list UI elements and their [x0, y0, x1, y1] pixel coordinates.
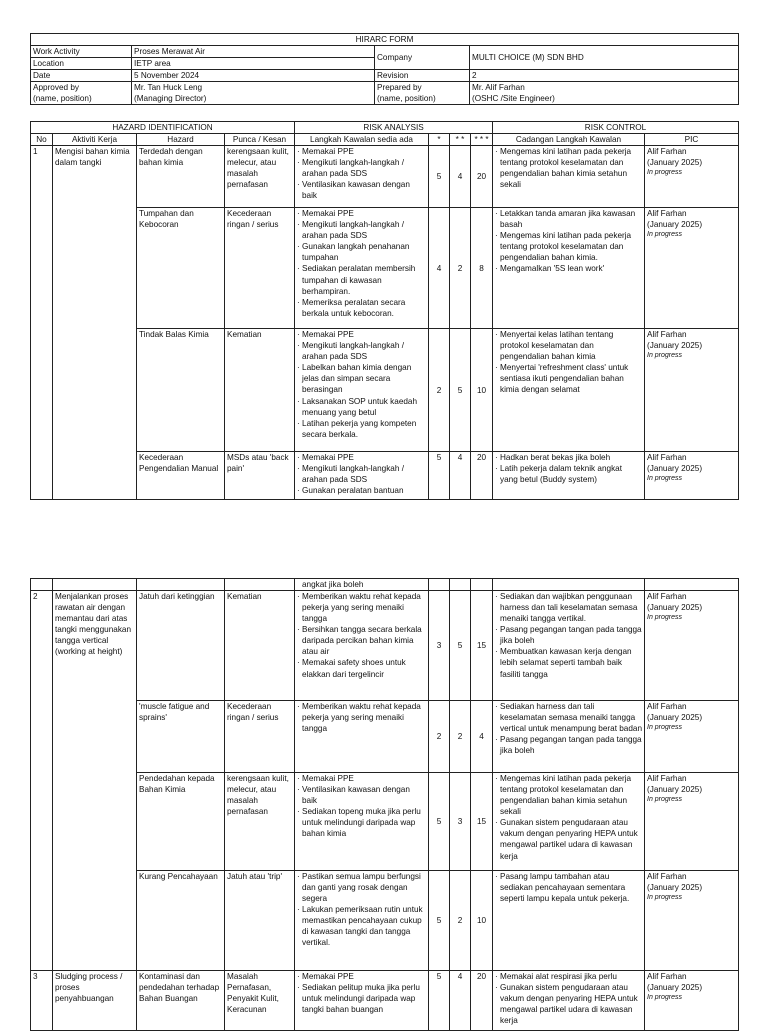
control-item: · Mengikuti langkah-langkah / arahan pada SDS [297, 340, 426, 362]
hazard-cell: Kurang Pencahayaan [137, 871, 225, 971]
severity-value: 3 [450, 773, 471, 871]
severity-value: 4 [450, 971, 471, 1031]
existing-controls-cell [295, 871, 429, 971]
risk-table-page-1 [30, 121, 739, 500]
control-item: · Mengikuti langkah-langkah / arahan pada SDS [297, 463, 426, 485]
likelihood-value: 2 [429, 701, 450, 773]
recommendation-item: · Mengemas kini latihan pada pekerja tentang protokol keselamatan dan pengendalian bahan kimia setahun sekali [495, 146, 642, 190]
recommendation-item: · Latih pekerja dalam teknik angkat yang betul (Buddy system) [495, 463, 642, 485]
pic-name: Alif Farhan [647, 209, 687, 219]
pic-status: In progress [647, 614, 683, 622]
risk-table-page-2 [30, 578, 739, 1031]
pic-status: In progress [647, 994, 683, 1002]
control-item: · Bersihkan tangga secara berkala daripada percikan bahan kimia atau air [297, 624, 426, 657]
risk-value: 20 [471, 146, 493, 208]
likelihood-value: 5 [429, 871, 450, 971]
pic-cell [645, 452, 739, 500]
control-item: · Ventilasikan kawasan dengan baik [297, 784, 426, 806]
recommendation-item: · Gunakan sistem pengudaraan atau vakum dengan penyaring HEPA untuk mengawal partikel udara di kawasan kerja [495, 982, 642, 1026]
existing-controls-cell [295, 971, 429, 1031]
table-row [31, 146, 739, 208]
hazard-cell: Pendedahan kepada Bahan Kimia [137, 773, 225, 871]
severity-value: 4 [450, 452, 471, 500]
pic-status: In progress [647, 796, 683, 804]
control-item: · Memakai PPE [297, 971, 426, 982]
revision-value: 2 [470, 70, 739, 82]
control-item: · Ventilasikan kawasan dengan baik [297, 179, 426, 201]
pic-date: (January 2025) [647, 158, 703, 168]
likelihood-value: 2 [429, 329, 450, 452]
pic-name: Alif Farhan [647, 774, 687, 784]
recommended-controls-cell [493, 146, 645, 208]
severity-value: 2 [450, 208, 471, 329]
control-item: · Memeriksa peralatan secara berkala untuk kebocoran. [297, 297, 426, 319]
recommendation-item: · Pasang pegangan tangan pada tangga jika boleh [495, 624, 642, 646]
col-punca: Punca / Kesan [225, 134, 295, 146]
company-value: MULTI CHOICE (M) SDN BHD [470, 46, 739, 70]
hazard-cell: Terdedah dengan bahan kimia [137, 146, 225, 208]
pic-name: Alif Farhan [647, 872, 687, 882]
pic-cell [645, 971, 739, 1031]
recommendation-item: · Sediakan dan wajibkan penggunaan harness dan tali keselamatan semasa menaiki tangga vertikal. [495, 591, 642, 624]
pic-name: Alif Farhan [647, 453, 687, 463]
severity-value: 5 [450, 591, 471, 701]
continuation-text: angkat jika boleh [295, 579, 429, 591]
punca-cell: Jatuh atau 'trip' [225, 871, 295, 971]
risk-value: 15 [471, 591, 493, 701]
pic-cell [645, 701, 739, 773]
likelihood-value: 3 [429, 591, 450, 701]
punca-cell: Kecederaan ringan / serius [225, 208, 295, 329]
control-item: · Memakai PPE [297, 146, 426, 157]
location-label: Location [31, 58, 132, 70]
company-label: Company [375, 46, 470, 70]
pic-name: Alif Farhan [647, 702, 687, 712]
col-no: No [31, 134, 53, 146]
pic-status: In progress [647, 231, 683, 239]
control-item: · Memberikan waktu rehat kepada pekerja yang sering menaiki tangga [297, 591, 426, 624]
recommendation-item: · Mengemas kini latihan pada pekerja tentang protokol keselamatan dan pengendalian bahan kimia setahun sekali [495, 773, 642, 817]
likelihood-value: 5 [429, 146, 450, 208]
pic-date: (January 2025) [647, 603, 703, 613]
recommendation-item: · Mengemas kini latihan pada pekerja tentang protokol keselamatan dan pengendalian bahan kimia. [495, 230, 642, 263]
hazard-cell: Tumpahan dan Kebocoran [137, 208, 225, 329]
recommended-controls-cell [493, 208, 645, 329]
work-activity-label: Work Activity [31, 46, 132, 58]
activity-cell: Mengisi bahan kimia dalam tangki [53, 146, 137, 500]
existing-controls-cell [295, 452, 429, 500]
control-item: · Sediakan topeng muka jika perlu untuk melindungi daripada wap bahan kimia [297, 806, 426, 839]
col-pic: PIC [645, 134, 739, 146]
risk-value: 15 [471, 773, 493, 871]
location-value: IETP area [132, 58, 375, 70]
pic-status: In progress [647, 352, 683, 360]
row-number: 1 [31, 146, 53, 500]
severity-value: 4 [450, 146, 471, 208]
col-cadangan: Cadangan Langkah Kawalan [493, 134, 645, 146]
control-item: · Memakai PPE [297, 452, 426, 463]
risk-value: 20 [471, 971, 493, 1031]
pic-date: (January 2025) [647, 464, 703, 474]
control-item: · Gunakan langkah penahanan tumpahan [297, 241, 426, 263]
pic-name: Alif Farhan [647, 592, 687, 602]
existing-controls-cell [295, 773, 429, 871]
approved-by-label: Approved by (name, position) [31, 82, 132, 105]
col-hazard: Hazard [137, 134, 225, 146]
existing-controls-cell [295, 208, 429, 329]
punca-cell: Kecederaan ringan / serius [225, 701, 295, 773]
table-row [31, 871, 739, 971]
control-item: · Mengikuti langkah-langkah / arahan pada SDS [297, 157, 426, 179]
col-likelihood: * [429, 134, 450, 146]
likelihood-value: 5 [429, 773, 450, 871]
recommendation-item: · Pasang lampu tambahan atau sediakan pencahayaan sementara seperti lampu kepala untuk pekerja. [495, 871, 642, 904]
prepared-by-label: Prepared by (name, position) [375, 82, 470, 105]
recommendation-item: · Mengamalkan '5S lean work' [495, 263, 642, 274]
severity-value: 5 [450, 329, 471, 452]
work-activity-value: Proses Merawat Air [132, 46, 375, 58]
existing-controls-cell [295, 701, 429, 773]
prepared-by-value: Mr. Alif Farhan (OSHC /Site Engineer) [470, 82, 739, 105]
table-row [31, 591, 739, 701]
punca-cell: kerengsaan kulit, melecur, atau masalah pernafasan [225, 773, 295, 871]
hazard-cell: Jatuh dari ketinggian [137, 591, 225, 701]
pic-name: Alif Farhan [647, 330, 687, 340]
control-item: · Lakukan pemeriksaan rutin untuk memastikan pencahayaan cukup di kawasan tangki dan tangga vertikal. [297, 904, 426, 948]
pic-date: (January 2025) [647, 220, 703, 230]
recommendation-item: · Menyertai kelas latihan tentang protokol keselamatan dan pengendalian bahan kimia [495, 329, 642, 362]
punca-cell: Kematian [225, 591, 295, 701]
punca-cell: kerengsaan kulit, melecur, atau masalah pernafasan [225, 146, 295, 208]
hirarc-form-header [30, 33, 739, 105]
recommendation-item: · Memakai alat respirasi jika perlu [495, 971, 642, 982]
punca-cell: Masalah Pernafasan, Penyakit Kulit, Keracunan [225, 971, 295, 1031]
likelihood-value: 4 [429, 208, 450, 329]
col-aktiviti: Aktiviti Kerja [53, 134, 137, 146]
hazard-cell: 'muscle fatigue and sprains' [137, 701, 225, 773]
continuation-row [31, 579, 739, 591]
risk-value: 4 [471, 701, 493, 773]
existing-controls-cell [295, 146, 429, 208]
risk-analysis-header: RISK ANALYSIS [295, 122, 493, 134]
punca-cell: Kematian [225, 329, 295, 452]
likelihood-value: 5 [429, 452, 450, 500]
risk-control-header: RISK CONTROL [493, 122, 739, 134]
date-label: Date [31, 70, 132, 82]
pic-cell [645, 329, 739, 452]
hazard-cell: Tindak Balas Kimia [137, 329, 225, 452]
recommendation-item: · Pasang pegangan tangan pada tangga jika boleh [495, 734, 642, 756]
control-item: · Memakai safety shoes untuk elakkan dari tergelincir [297, 657, 426, 679]
recommendation-item: · Sediakan harness dan tali keselamatan semasa menaiki tangga vertical untuk menampung berat badan [495, 701, 642, 734]
recommendation-item: · Hadkan berat bekas jika boleh [495, 452, 642, 463]
form-title: HIRARC FORM [31, 34, 739, 46]
recommended-controls-cell [493, 773, 645, 871]
control-item: · Memberikan waktu rehat kepada pekerja yang sering menaiki tangga [297, 701, 426, 734]
risk-value: 20 [471, 452, 493, 500]
table-row [31, 208, 739, 329]
recommendation-item: · Gunakan sistem pengudaraan atau vakum dengan penyaring HEPA untuk mengawal partikel udara di kawasan kerja [495, 817, 642, 861]
risk-value: 10 [471, 871, 493, 971]
control-item: · Memakai PPE [297, 208, 426, 219]
recommended-controls-cell [493, 329, 645, 452]
recommended-controls-cell [493, 452, 645, 500]
risk-value: 8 [471, 208, 493, 329]
pic-cell [645, 871, 739, 971]
pic-date: (January 2025) [647, 983, 703, 993]
table-row [31, 452, 739, 500]
hazard-cell: Kecederaan Pengendalian Manual [137, 452, 225, 500]
recommendation-item: · Membuatkan kawasan kerja dengan lebih selamat seperti tambah baik fasiliti tangga [495, 646, 642, 679]
pic-status: In progress [647, 724, 683, 732]
control-item: · Mengikuti langkah-langkah / arahan pada SDS [297, 219, 426, 241]
existing-controls-cell [295, 591, 429, 701]
severity-value: 2 [450, 871, 471, 971]
row-number: 2 [31, 591, 53, 971]
pic-name: Alif Farhan [647, 972, 687, 982]
risk-value: 10 [471, 329, 493, 452]
existing-controls-cell [295, 329, 429, 452]
control-item: · Labelkan bahan kimia dengan jelas dan simpan secara berasingan [297, 362, 426, 395]
severity-value: 2 [450, 701, 471, 773]
col-severity: * * [450, 134, 471, 146]
pic-cell [645, 773, 739, 871]
pic-status: In progress [647, 169, 683, 177]
table-row [31, 329, 739, 452]
pic-cell [645, 208, 739, 329]
col-langkah: Langkah Kawalan sedia ada [295, 134, 429, 146]
recommendation-item: · Menyertai 'refreshment class' untuk sentiasa ikuti pengendalian bahan kimia dengan selamat [495, 362, 642, 395]
recommended-controls-cell [493, 591, 645, 701]
row-number: 3 [31, 971, 53, 1031]
pic-cell [645, 146, 739, 208]
recommendation-item: · Letakkan tanda amaran jika kawasan basah [495, 208, 642, 230]
table-row [31, 773, 739, 871]
approved-by-value: Mr. Tan Huck Leng (Managing Director) [132, 82, 375, 105]
recommended-controls-cell [493, 971, 645, 1031]
pic-date: (January 2025) [647, 883, 703, 893]
control-item: · Memakai PPE [297, 329, 426, 340]
activity-cell: Menjalankan proses rawatan air dengan memantau dari atas tangki menggunakan tangga vertical (working at height) [53, 591, 137, 971]
pic-name: Alif Farhan [647, 147, 687, 157]
pic-status: In progress [647, 894, 683, 902]
pic-date: (January 2025) [647, 341, 703, 351]
hazard-identification-header: HAZARD IDENTIFICATION [31, 122, 295, 134]
pic-cell [645, 591, 739, 701]
control-item: · Sediakan pelitup muka jika perlu untuk melindungi daripada wap tangki bahan buangan [297, 982, 426, 1015]
control-item: · Gunakan peralatan bantuan [297, 485, 426, 496]
recommended-controls-cell [493, 701, 645, 773]
control-item: · Memakai PPE [297, 773, 426, 784]
revision-label: Revision [375, 70, 470, 82]
activity-cell: Sludging process / proses penyahbuangan [53, 971, 137, 1031]
pic-date: (January 2025) [647, 785, 703, 795]
pic-date: (January 2025) [647, 713, 703, 723]
control-item: · Pastikan semua lampu berfungsi dan ganti yang rosak dengan segera [297, 871, 426, 904]
control-item: · Sediakan peralatan membersih tumpahan di kawasan berhampiran. [297, 263, 426, 296]
hazard-cell: Kontaminasi dan pendedahan terhadap Bahan Buangan [137, 971, 225, 1031]
pic-status: In progress [647, 475, 683, 483]
table-row [31, 701, 739, 773]
punca-cell: MSDs atau 'back pain' [225, 452, 295, 500]
date-value: 5 November 2024 [132, 70, 375, 82]
likelihood-value: 5 [429, 971, 450, 1031]
recommended-controls-cell [493, 871, 645, 971]
control-item: · Latihan pekerja yang kompeten secara berkala. [297, 418, 426, 440]
table-row [31, 971, 739, 1031]
control-item: · Laksanakan SOP untuk kaedah menuang yang betul [297, 396, 426, 418]
col-risk: * * * [471, 134, 493, 146]
